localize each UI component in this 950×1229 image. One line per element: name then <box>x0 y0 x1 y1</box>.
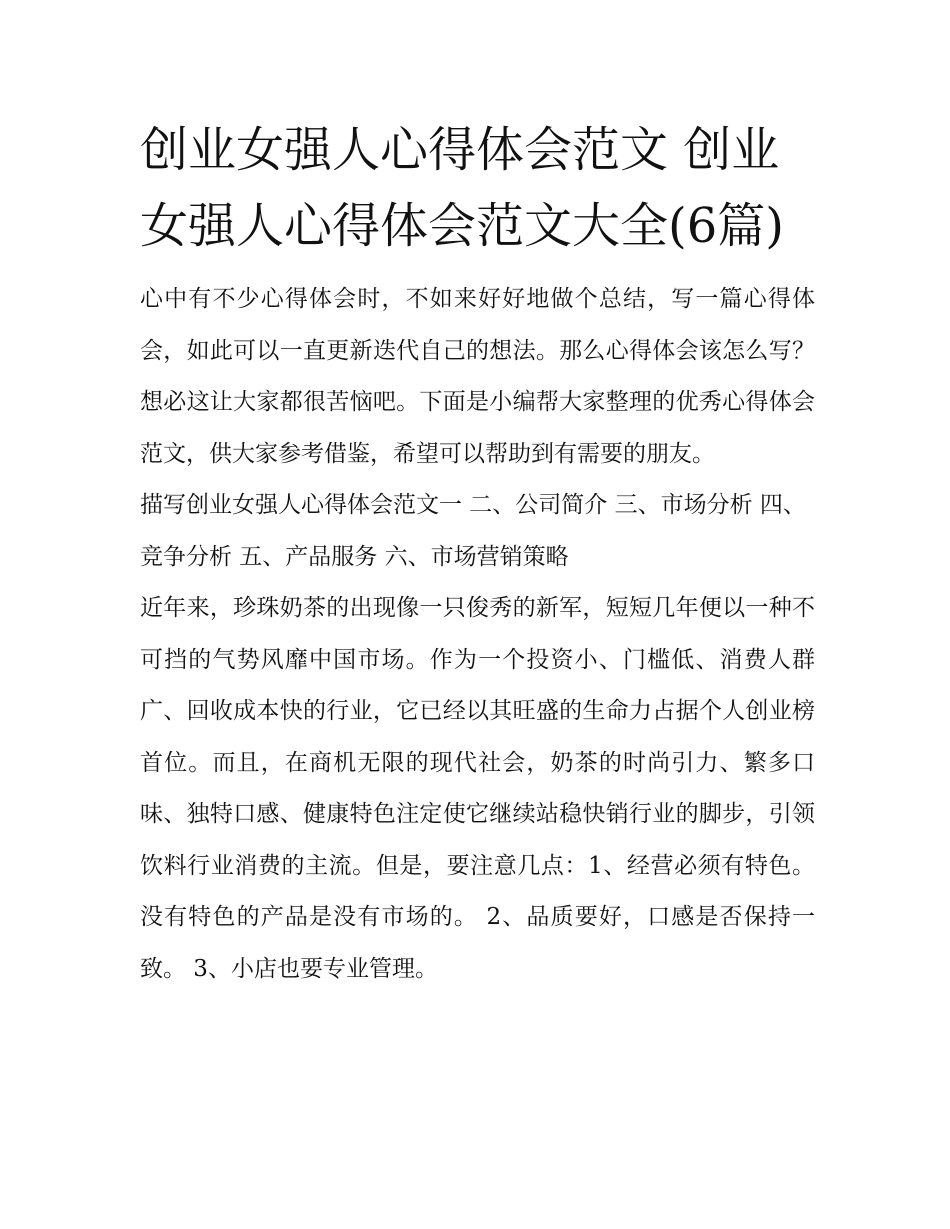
document-body <box>140 112 815 995</box>
intro-paragraph: 心中有不少心得体会时，不如来好好地做个总结，写一篇心得体会，如此可以一直更新迭代自己的想法。那么心得体会该怎么写？想必这让大家都很苦恼吧。下面是小编帮大家整理的优秀心得体会范文，供大家参考借鉴，希望可以帮助到有需要的朋友。 <box>140 286 815 467</box>
section-outline-paragraph: 描写创业女强人心得体会范文一 二、公司简介 三、市场分析 四、竞争分析 五、产品服务 六、市场营销策略 <box>140 492 806 570</box>
document-title: 创业女强人心得体会范文 创业女强人心得体会范文大全(6篇) <box>140 122 784 254</box>
body-paragraph: 近年来，珍珠奶茶的出现像一只俊秀的新军，短短几年便以一种不可挡的气势风靡中国市场。作为一个投资小、门槛低、消费人群广、回收成本快的行业，它已经以其旺盛的生命力占据个人创业榜首位。而且，在商机无限的现代社会，奶茶的时尚引力、繁多口味、独特口感、健康特色注定使它继续站稳快销行业的脚步，引领饮料行业消费的主流。但是，要注意几点：1、经营必须有特色。没有特色的产品是没有市场的。 2、品质要好，口感是否保持一致。 3、小店也要专业管理。 <box>140 595 815 982</box>
